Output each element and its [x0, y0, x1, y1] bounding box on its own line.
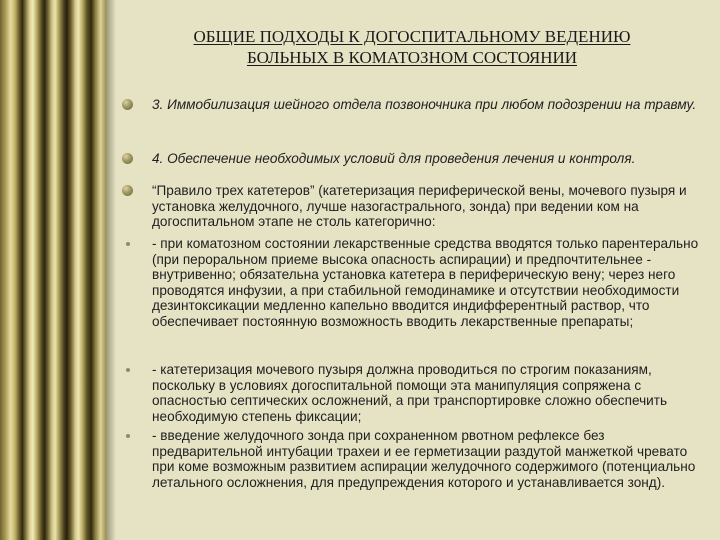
title-line-2: БОЛЬНЫХ В КОМАТОЗНОМ СОСТОЯНИИ: [246, 48, 578, 67]
bullet-icon: [122, 185, 133, 196]
gold-frame-decoration: [0, 0, 106, 540]
item-text: 4. Обеспечение необходимых условий для проведения лечения и контроля.: [152, 151, 636, 166]
bullet-icon: [122, 153, 133, 164]
sub-item-parenteral: [152, 236, 708, 330]
dot-bullet-icon: [126, 434, 130, 438]
item-text: - катетеризация мочевого пузыря должна проводиться по строгим показаниям, поскольку в условиях догоспитальной помощи эта манипуляция сопряжена с опасностью септических осложнений, а при транспортировке сложно обеспечить необходимую степень фиксации;: [152, 362, 668, 424]
slide-title: [118, 26, 706, 68]
list-item-three-catheters-rule: [152, 183, 708, 230]
dot-bullet-icon: [126, 368, 130, 372]
bullet-icon: [122, 99, 133, 110]
list-item-immobilization: [152, 97, 708, 113]
sub-item-gastric-tube: [152, 428, 708, 490]
title-line-1: ОБЩИЕ ПОДХОДЫ К ДОГОСПИТАЛЬНОМУ ВЕДЕНИЮ: [193, 27, 631, 46]
list-item-conditions: [152, 151, 708, 167]
item-text: - при коматозном состоянии лекарственные средства вводятся только парентерально (при пероральном приеме высока опасность аспирации) и предпочтительнее - внутривенно; обязательна установка катетера в периферическую вену; через него проводятся инфузии, а при стабильной гемодинамике и отсутствии необходимости дезинтоксикации медленно капельно вводится индифферентный раствор, что обеспечивает постоянную возможность вводить лекарственные препараты;: [152, 236, 699, 329]
sub-item-bladder-catheter: [152, 362, 708, 424]
frame-shadow: [106, 0, 116, 540]
item-text: “Правило трех катетеров” (катетеризация периферической вены, мочевого пузыря и установка желудочного, лучше назогастрального, зонда) при ведении ком на догоспитальном этапе не столь категорично:: [152, 183, 687, 230]
dot-bullet-icon: [126, 242, 130, 246]
item-text: - введение желудочного зонда при сохраненном рвотном рефлексе без предварительной интубации трахеи и ее герметизации раздутой манжеткой чревато при коме возможным развитием аспирации желудочного содержимого (потенциально летального осложнения, для предупреждения которого и устанавливается зонд).: [152, 428, 696, 490]
item-text: 3. Иммобилизация шейного отдела позвоночника при любом подозрении на травму.: [152, 97, 697, 112]
